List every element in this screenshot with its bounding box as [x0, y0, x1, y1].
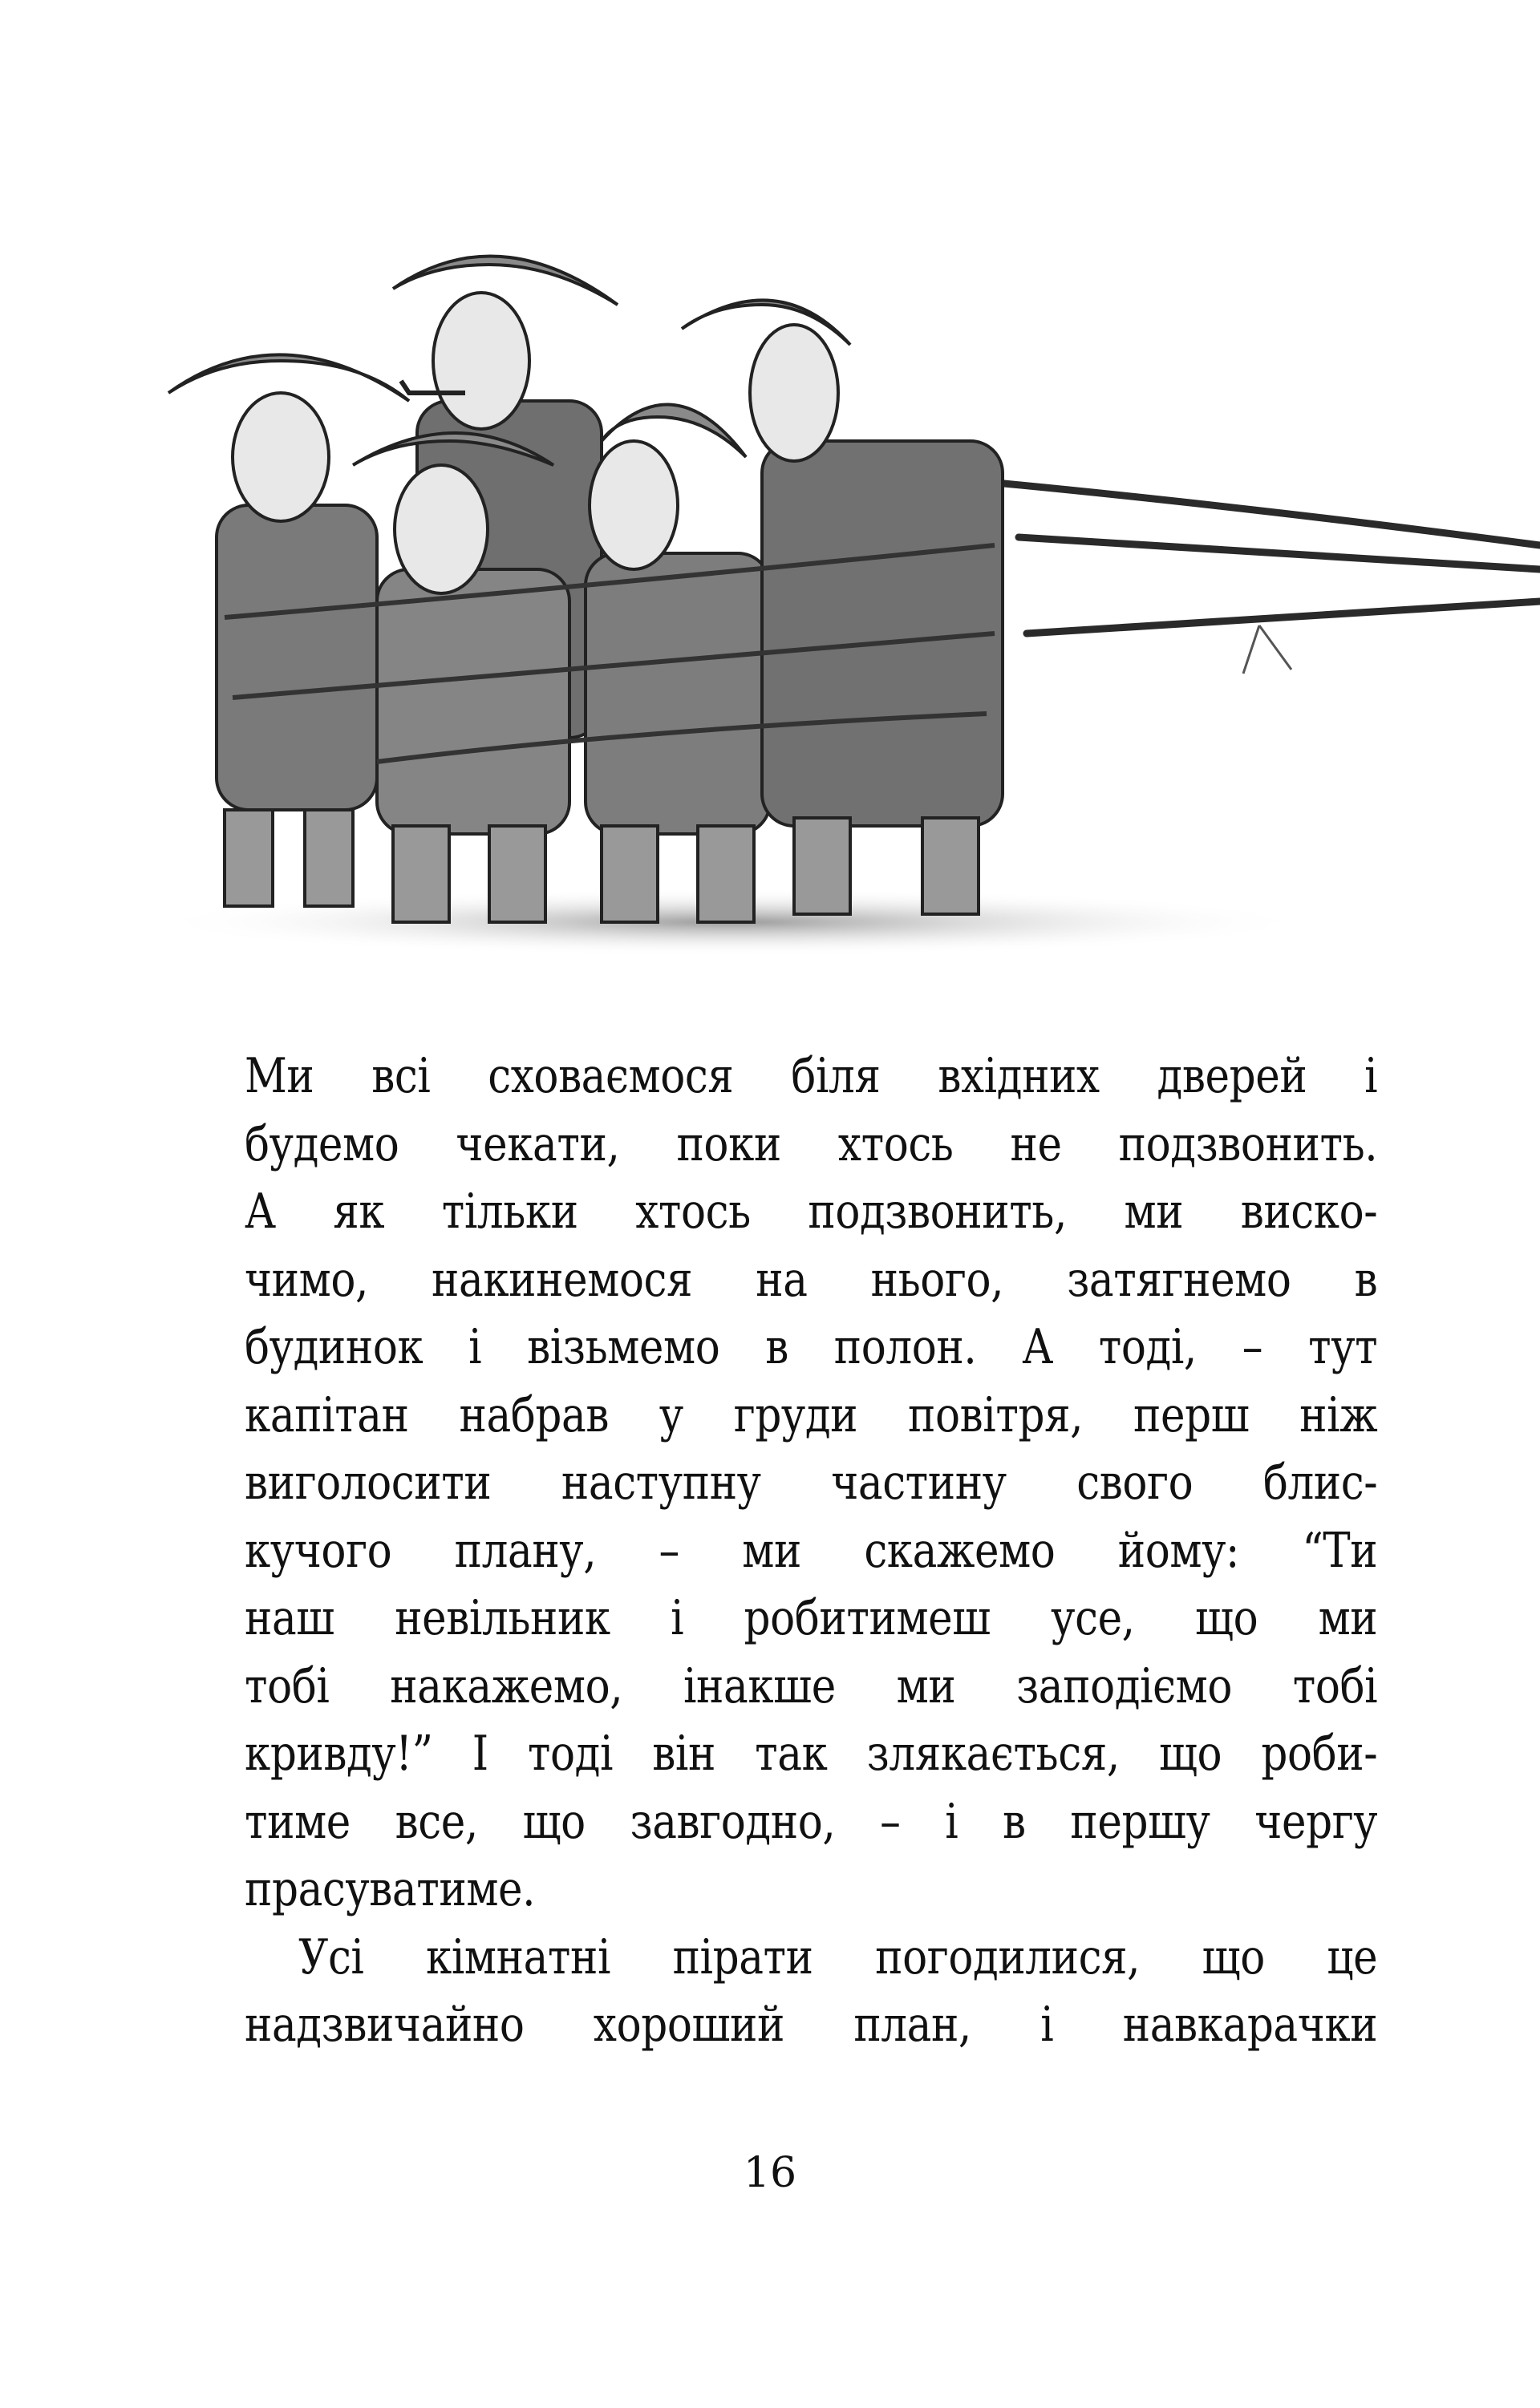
text-line: прасуватиме.: [245, 1861, 536, 1917]
body-text: [245, 1042, 1377, 2059]
text-line: чимо, накинемося на нього, затягнемо в: [245, 1251, 1378, 1308]
pirates-illustration: [152, 200, 1540, 962]
paragraph-2: [245, 1924, 1377, 2059]
paragraph-1: [245, 1042, 1377, 1924]
page-number: 16: [743, 2149, 797, 2197]
text-line: кривду!” І тоді він так злякається, що роби-: [245, 1726, 1378, 1782]
text-line: капітан набрав у груди повітря, перш ніж: [245, 1386, 1378, 1443]
text-line: наш невільник і робитимеш усе, що ми: [245, 1590, 1378, 1646]
text-line: А як тільки хтось подзвонить, ми виско-: [245, 1184, 1378, 1240]
text-line: надзвичайно хороший план, і навкарачки: [245, 1997, 1378, 2053]
text-line: будинок і візьмемо в полон. А тоді, – тут: [245, 1319, 1378, 1375]
text-line: Ми всі сховаємося біля вхідних дверей і: [245, 1048, 1378, 1104]
text-line: тиме все, що завгодно, – і в першу чергу: [245, 1793, 1378, 1850]
text-line: кучого плану, – ми скажемо йому: “Ти: [245, 1522, 1378, 1579]
pirates-drawing: [152, 200, 1540, 962]
text-line: будемо чекати, поки хтось не подзвонить.: [245, 1115, 1378, 1172]
text-line: тобі накажемо, інакше ми заподіємо тобі: [245, 1657, 1378, 1714]
pirate-figure-1: [168, 354, 409, 906]
text-line: Усі кімнатні пірати погодилися, що це: [298, 1928, 1378, 1985]
text-line: виголосити наступну частину свого блис-: [245, 1455, 1378, 1511]
